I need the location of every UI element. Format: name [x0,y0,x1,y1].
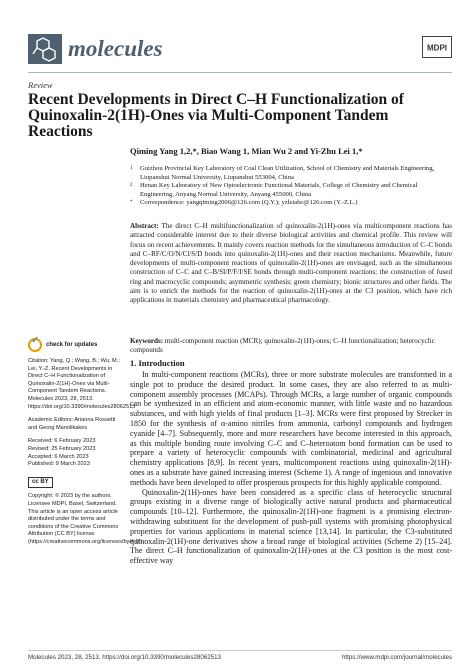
check-updates-label: check for updates [46,341,98,348]
paragraph: In multi-component reactions (MCRs), three or more substrate molecules are transformed in a single pot to produce the desired product. In some cases, they are also referred to as multi-component assembly processes (MCAPs). Through MCRs, a large number of organic compounds can be synthesized in an efficient and atom-economic manner, with little waste and no hazardous substances, and with high yields of final products [1–3]. MCRs were first proposed by Strecker in 1850 for the synthesis of α-amino nitriles from ammonia, carbonyl compounds and hydrogen cyanide [4–7]. Subsequently, more and more researchers have become interested in this approach, as this multiple bonding route involving C–C and C–heteroatom bond formation can be used to prepare a variety of heterocyclic compounds with combinatorial, medicinal and agricultural chemistry applications [8,9]. In recent years, multicomponent reactions using quinoxalin-2(1H)-ones as a substrate have gained increasing interest (Scheme 1). A range of ingenious and innovative methods have been developed to offer prosperous prospects for this highly applicable compound. [130,370,452,487]
check-for-updates-badge[interactable] [28,338,122,352]
cc-by-license-icon[interactable]: cc BY [28,477,53,489]
abstract-label: Abstract: [130,222,159,230]
sidebar-metadata [28,338,144,552]
citation[interactable]: Citation: Yang, Q.; Wang, B.; Wu, M.; Lei, Y.-Z. Recent Developments in Direct C–H Functionalization of Quinoxalin-2(1H)-Ones via Multi-Component Tandem Reactions. Molecules 2023, 28, 2513. https://doi.org/10.3390/molecules28062513 [28,358,136,410]
footer-journal-link[interactable]: https://www.mdpi.com/journal/molecules [341,654,452,661]
page-footer [28,654,452,661]
affiliations [130,165,450,208]
check-updates-icon [28,338,42,352]
article-type: Review [28,80,53,90]
affiliation-2: 2 Henan Key Laboratory of New Optoelectronic Functional Materials, College of Chemistry and Chemical Engineering, Anyang Normal University, Anyang 455000, China [130,182,418,198]
footer-rule [28,650,452,651]
keywords-text: multi-component reaction (MCR); quinoxalin-2(1H)-ones; C–H functionalization; heterocyclic compounds [130,337,435,355]
header-rule [28,72,452,73]
abstract-text: The direct C–H multifunctionalization of quinoxalin-2(1H)-ones via multicomponent reactions has attracted considerable interest due to their diverse biological activities and chemical profile. This review will focus on recent achievements. It mainly covers reaction methods for the simultaneous introduction of C–C bonds and C–RF/C/O/N/Cl/S/D bonds into quinoxalin-2(1H)-ones and their reaction mechanisms. Meanwhile, future developments of multi-component reactions of quinoxalin-2(1H)-ones are envisaged, such as the simultaneous construction of C–C and C–B/SI/P/F/I/SE bonds through multi-component reactions; the construction of fused ring and macrocyclic compounds; asymmetric synthesis; green chemistry; bionic structures and other fields. The aim is to enrich the methods for the reaction of quinoxalin-2(1H)-ones at the C3 position, which have rich applications in materials chemistry and pharmaceutical pharmacology. [130,222,452,305]
copyright-notice: Copyright: © 2023 by the authors. Licensee MDPI, Basel, Switzerland. This article is an open access article distributed under the terms and conditions of the Creative Commons Attribution (CC BY) license (https://creativecommons.org/licenses/by/4.0/). [28,493,144,545]
publication-dates: Received: 6 February 2023 Revised: 25 February 2023 Accepted: 6 March 2023 Published: 9 March 2023 [28,438,96,468]
keywords [130,337,452,356]
journal-name: molecules [68,36,163,61]
author-list: Qiming Yang 1,2,*, Biao Wang 1, Mian Wu 2 and Yi-Zhu Lei 1,* [130,146,363,156]
affiliation-1: 1 Guizhou Provincial Key Laboratory of Coal Clean Utilization, School of Chemistry and Materials Engineering, Liupanshui Normal University, Liupanshui 553004, China [130,165,435,181]
footer-citation[interactable]: Molecules 2023, 28, 2513. https://doi.org/10.3390/molecules28062513 [28,654,221,661]
molecules-logo-icon [28,34,62,64]
article-title: Recent Developments in Direct C–H Functionalization of Quinoxalin-2(1H)-Ones via Multi-Component Tandem Reactions [28,91,404,140]
correspondence[interactable]: * Correspondence: yangqiming2006@126.com (Q.Y.); yzleiabc@126.com (Y.-Z.L.) [130,199,358,206]
paragraph: Quinoxalin-2(1H)-ones have been considered as a specific class of heterocyclic structural groups existing in a diverse range of biologically active natural products and pharmaceutical compounds [10–12]. Furthermore, the quinoxalin-2(1H)-one fragment is a promising electron-withdrawing substituent for the development of push-pull systems with promising photophysical properties for various applications in material science [13,14]. In particular, the C3-substituted quinoxalin-2(1H)-one derivatives show a broad range of biological activities (Scheme 2) [15–24]. The direct C–H functionalization of quinoxalin-2(1H)-ones at the C3 position is the most cost-effective way [130,487,452,566]
mdpi-logo-text: MDPI [427,43,447,53]
academic-editors: Academic Editors: Arianna Rossetti and Georg Manolikakes [28,417,116,431]
section-heading: 1. Introduction [130,358,185,368]
mdpi-logo-icon [422,36,452,58]
body-text [130,370,452,566]
keywords-label: Keywords: [130,337,164,345]
abstract [130,222,452,306]
journal-header [28,34,452,70]
